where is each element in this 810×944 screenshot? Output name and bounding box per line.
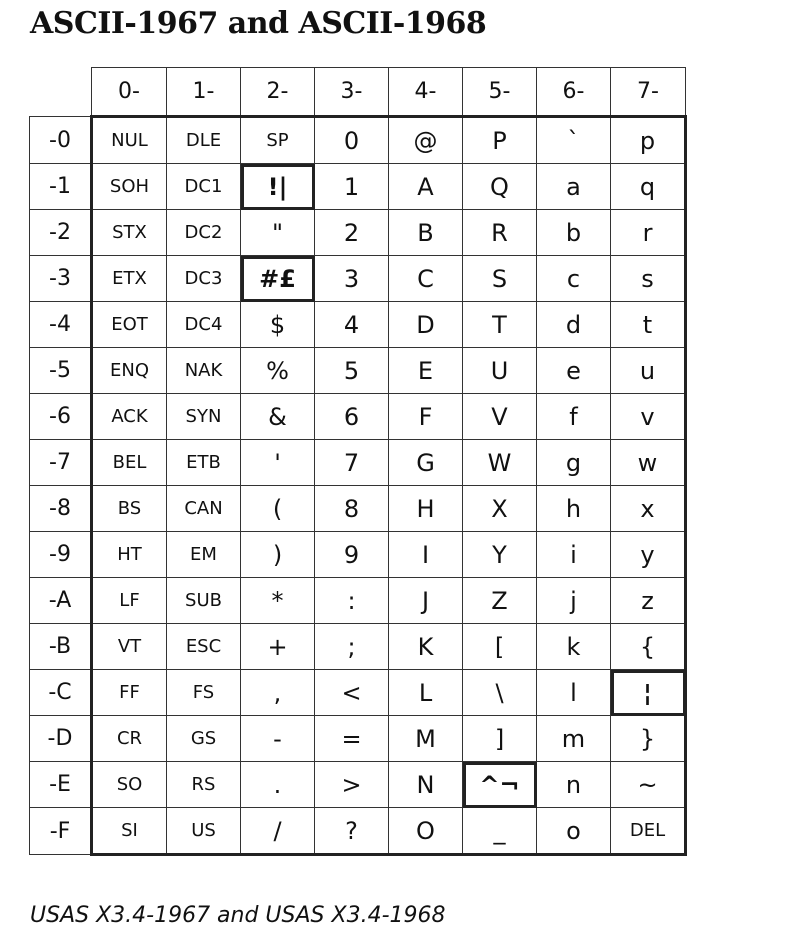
code-cell: M — [389, 716, 463, 762]
code-cell: 2 — [315, 210, 389, 256]
code-cell: : — [315, 578, 389, 624]
row-header: -8 — [30, 486, 92, 532]
code-cell: BEL — [92, 440, 167, 486]
table-row — [30, 348, 686, 394]
code-cell: P — [463, 117, 537, 164]
code-cell: u — [611, 348, 686, 394]
code-cell: k — [537, 624, 611, 670]
column-header: 7- — [611, 68, 686, 117]
code-cell: SUB — [167, 578, 241, 624]
row-header: -C — [30, 670, 92, 716]
table-row — [30, 164, 686, 210]
code-cell: Y — [463, 532, 537, 578]
code-cell: DC4 — [167, 302, 241, 348]
code-cell: g — [537, 440, 611, 486]
column-header-row — [30, 68, 686, 117]
code-cell: p — [611, 117, 686, 164]
code-cell: & — [241, 394, 315, 440]
column-header: 1- — [167, 68, 241, 117]
code-cell: CR — [92, 716, 167, 762]
code-cell: i — [537, 532, 611, 578]
code-cell: DC2 — [167, 210, 241, 256]
code-cell: ( — [241, 486, 315, 532]
code-cell: RS — [167, 762, 241, 808]
code-cell: + — [241, 624, 315, 670]
table-row — [30, 532, 686, 578]
code-cell: @ — [389, 117, 463, 164]
code-cell: ^¬ — [463, 762, 537, 808]
code-cell: m — [537, 716, 611, 762]
column-header: 6- — [537, 68, 611, 117]
code-cell: * — [241, 578, 315, 624]
code-cell: q — [611, 164, 686, 210]
code-cell: SO — [92, 762, 167, 808]
code-cell: ETX — [92, 256, 167, 302]
code-cell: 9 — [315, 532, 389, 578]
table-row — [30, 256, 686, 302]
code-cell: L — [389, 670, 463, 716]
code-cell: LF — [92, 578, 167, 624]
code-cell: y — [611, 532, 686, 578]
code-cell: d — [537, 302, 611, 348]
code-cell: DEL — [611, 808, 686, 855]
code-cell: C — [389, 256, 463, 302]
code-cell: EM — [167, 532, 241, 578]
column-header: 4- — [389, 68, 463, 117]
code-cell: S — [463, 256, 537, 302]
row-header: -E — [30, 762, 92, 808]
code-cell: > — [315, 762, 389, 808]
code-cell: SP — [241, 117, 315, 164]
table-row — [30, 716, 686, 762]
code-cell: US — [167, 808, 241, 855]
code-cell: 7 — [315, 440, 389, 486]
code-cell: 3 — [315, 256, 389, 302]
row-header: -F — [30, 808, 92, 855]
row-header: -B — [30, 624, 92, 670]
code-cell: R — [463, 210, 537, 256]
code-cell: I — [389, 532, 463, 578]
code-cell: X — [463, 486, 537, 532]
code-cell: ' — [241, 440, 315, 486]
table-row — [30, 578, 686, 624]
code-cell: 8 — [315, 486, 389, 532]
code-cell: t — [611, 302, 686, 348]
code-cell: z — [611, 578, 686, 624]
code-cell: n — [537, 762, 611, 808]
code-cell: N — [389, 762, 463, 808]
code-cell: GS — [167, 716, 241, 762]
code-cell: STX — [92, 210, 167, 256]
code-cell: V — [463, 394, 537, 440]
code-cell: O — [389, 808, 463, 855]
code-cell: ENQ — [92, 348, 167, 394]
code-cell: H — [389, 486, 463, 532]
row-header: -0 — [30, 117, 92, 164]
code-cell: ACK — [92, 394, 167, 440]
code-cell: DC1 — [167, 164, 241, 210]
table-row — [30, 117, 686, 164]
code-cell: EOT — [92, 302, 167, 348]
row-header: -D — [30, 716, 92, 762]
code-cell: !| — [241, 164, 315, 210]
code-cell: #£ — [241, 256, 315, 302]
code-cell: 0 — [315, 117, 389, 164]
table-row — [30, 486, 686, 532]
code-cell: Q — [463, 164, 537, 210]
code-cell: F — [389, 394, 463, 440]
code-cell: K — [389, 624, 463, 670]
code-cell: . — [241, 762, 315, 808]
code-cell: FS — [167, 670, 241, 716]
row-header: -2 — [30, 210, 92, 256]
code-cell: h — [537, 486, 611, 532]
ascii-code-chart — [29, 67, 687, 856]
column-header: 0- — [92, 68, 167, 117]
column-header: 3- — [315, 68, 389, 117]
table-row — [30, 762, 686, 808]
code-cell: e — [537, 348, 611, 394]
code-cell: B — [389, 210, 463, 256]
table-corner — [30, 68, 92, 117]
code-cell: NAK — [167, 348, 241, 394]
code-cell: ¦ — [611, 670, 686, 716]
table-row — [30, 670, 686, 716]
code-cell: f — [537, 394, 611, 440]
code-cell: $ — [241, 302, 315, 348]
code-cell: b — [537, 210, 611, 256]
code-cell: _ — [463, 808, 537, 855]
code-cell: ] — [463, 716, 537, 762]
code-cell: ; — [315, 624, 389, 670]
code-cell: % — [241, 348, 315, 394]
code-cell: DC3 — [167, 256, 241, 302]
code-cell: l — [537, 670, 611, 716]
code-cell: ) — [241, 532, 315, 578]
column-header: 5- — [463, 68, 537, 117]
code-cell: v — [611, 394, 686, 440]
code-cell: CAN — [167, 486, 241, 532]
code-cell: , — [241, 670, 315, 716]
column-header: 2- — [241, 68, 315, 117]
code-cell: ESC — [167, 624, 241, 670]
code-cell: \ — [463, 670, 537, 716]
code-cell: j — [537, 578, 611, 624]
code-cell: NUL — [92, 117, 167, 164]
code-cell: a — [537, 164, 611, 210]
code-cell: } — [611, 716, 686, 762]
code-cell: SYN — [167, 394, 241, 440]
table-row — [30, 394, 686, 440]
code-cell: < — [315, 670, 389, 716]
table-row — [30, 210, 686, 256]
row-header: -3 — [30, 256, 92, 302]
code-cell: SOH — [92, 164, 167, 210]
code-cell: SI — [92, 808, 167, 855]
row-header: -A — [30, 578, 92, 624]
code-cell: J — [389, 578, 463, 624]
code-cell: FF — [92, 670, 167, 716]
code-cell: Z — [463, 578, 537, 624]
table-row — [30, 302, 686, 348]
code-cell: DLE — [167, 117, 241, 164]
code-cell: ? — [315, 808, 389, 855]
code-cell: E — [389, 348, 463, 394]
code-cell: W — [463, 440, 537, 486]
code-cell: ~ — [611, 762, 686, 808]
code-cell: c — [537, 256, 611, 302]
code-cell: 5 — [315, 348, 389, 394]
code-cell: ` — [537, 117, 611, 164]
code-cell: 6 — [315, 394, 389, 440]
code-cell: " — [241, 210, 315, 256]
code-cell: = — [315, 716, 389, 762]
row-header: -7 — [30, 440, 92, 486]
row-header: -6 — [30, 394, 92, 440]
page-title: ASCII-1967 and ASCII-1968 — [30, 6, 487, 41]
code-cell: x — [611, 486, 686, 532]
code-cell: HT — [92, 532, 167, 578]
code-cell: G — [389, 440, 463, 486]
code-cell: s — [611, 256, 686, 302]
code-cell: 1 — [315, 164, 389, 210]
code-cell: { — [611, 624, 686, 670]
code-cell: VT — [92, 624, 167, 670]
code-cell: / — [241, 808, 315, 855]
code-cell: ETB — [167, 440, 241, 486]
code-cell: BS — [92, 486, 167, 532]
code-cell: w — [611, 440, 686, 486]
row-header: -5 — [30, 348, 92, 394]
table-row — [30, 808, 686, 855]
code-cell: o — [537, 808, 611, 855]
code-cell: r — [611, 210, 686, 256]
code-cell: T — [463, 302, 537, 348]
row-header: -9 — [30, 532, 92, 578]
table-row — [30, 440, 686, 486]
row-header: -4 — [30, 302, 92, 348]
code-cell: 4 — [315, 302, 389, 348]
code-cell: [ — [463, 624, 537, 670]
code-cell: D — [389, 302, 463, 348]
row-header: -1 — [30, 164, 92, 210]
code-cell: - — [241, 716, 315, 762]
table-row — [30, 624, 686, 670]
code-cell: A — [389, 164, 463, 210]
code-cell: U — [463, 348, 537, 394]
chart-caption: USAS X3.4-1967 and USAS X3.4-1968 — [30, 903, 446, 928]
